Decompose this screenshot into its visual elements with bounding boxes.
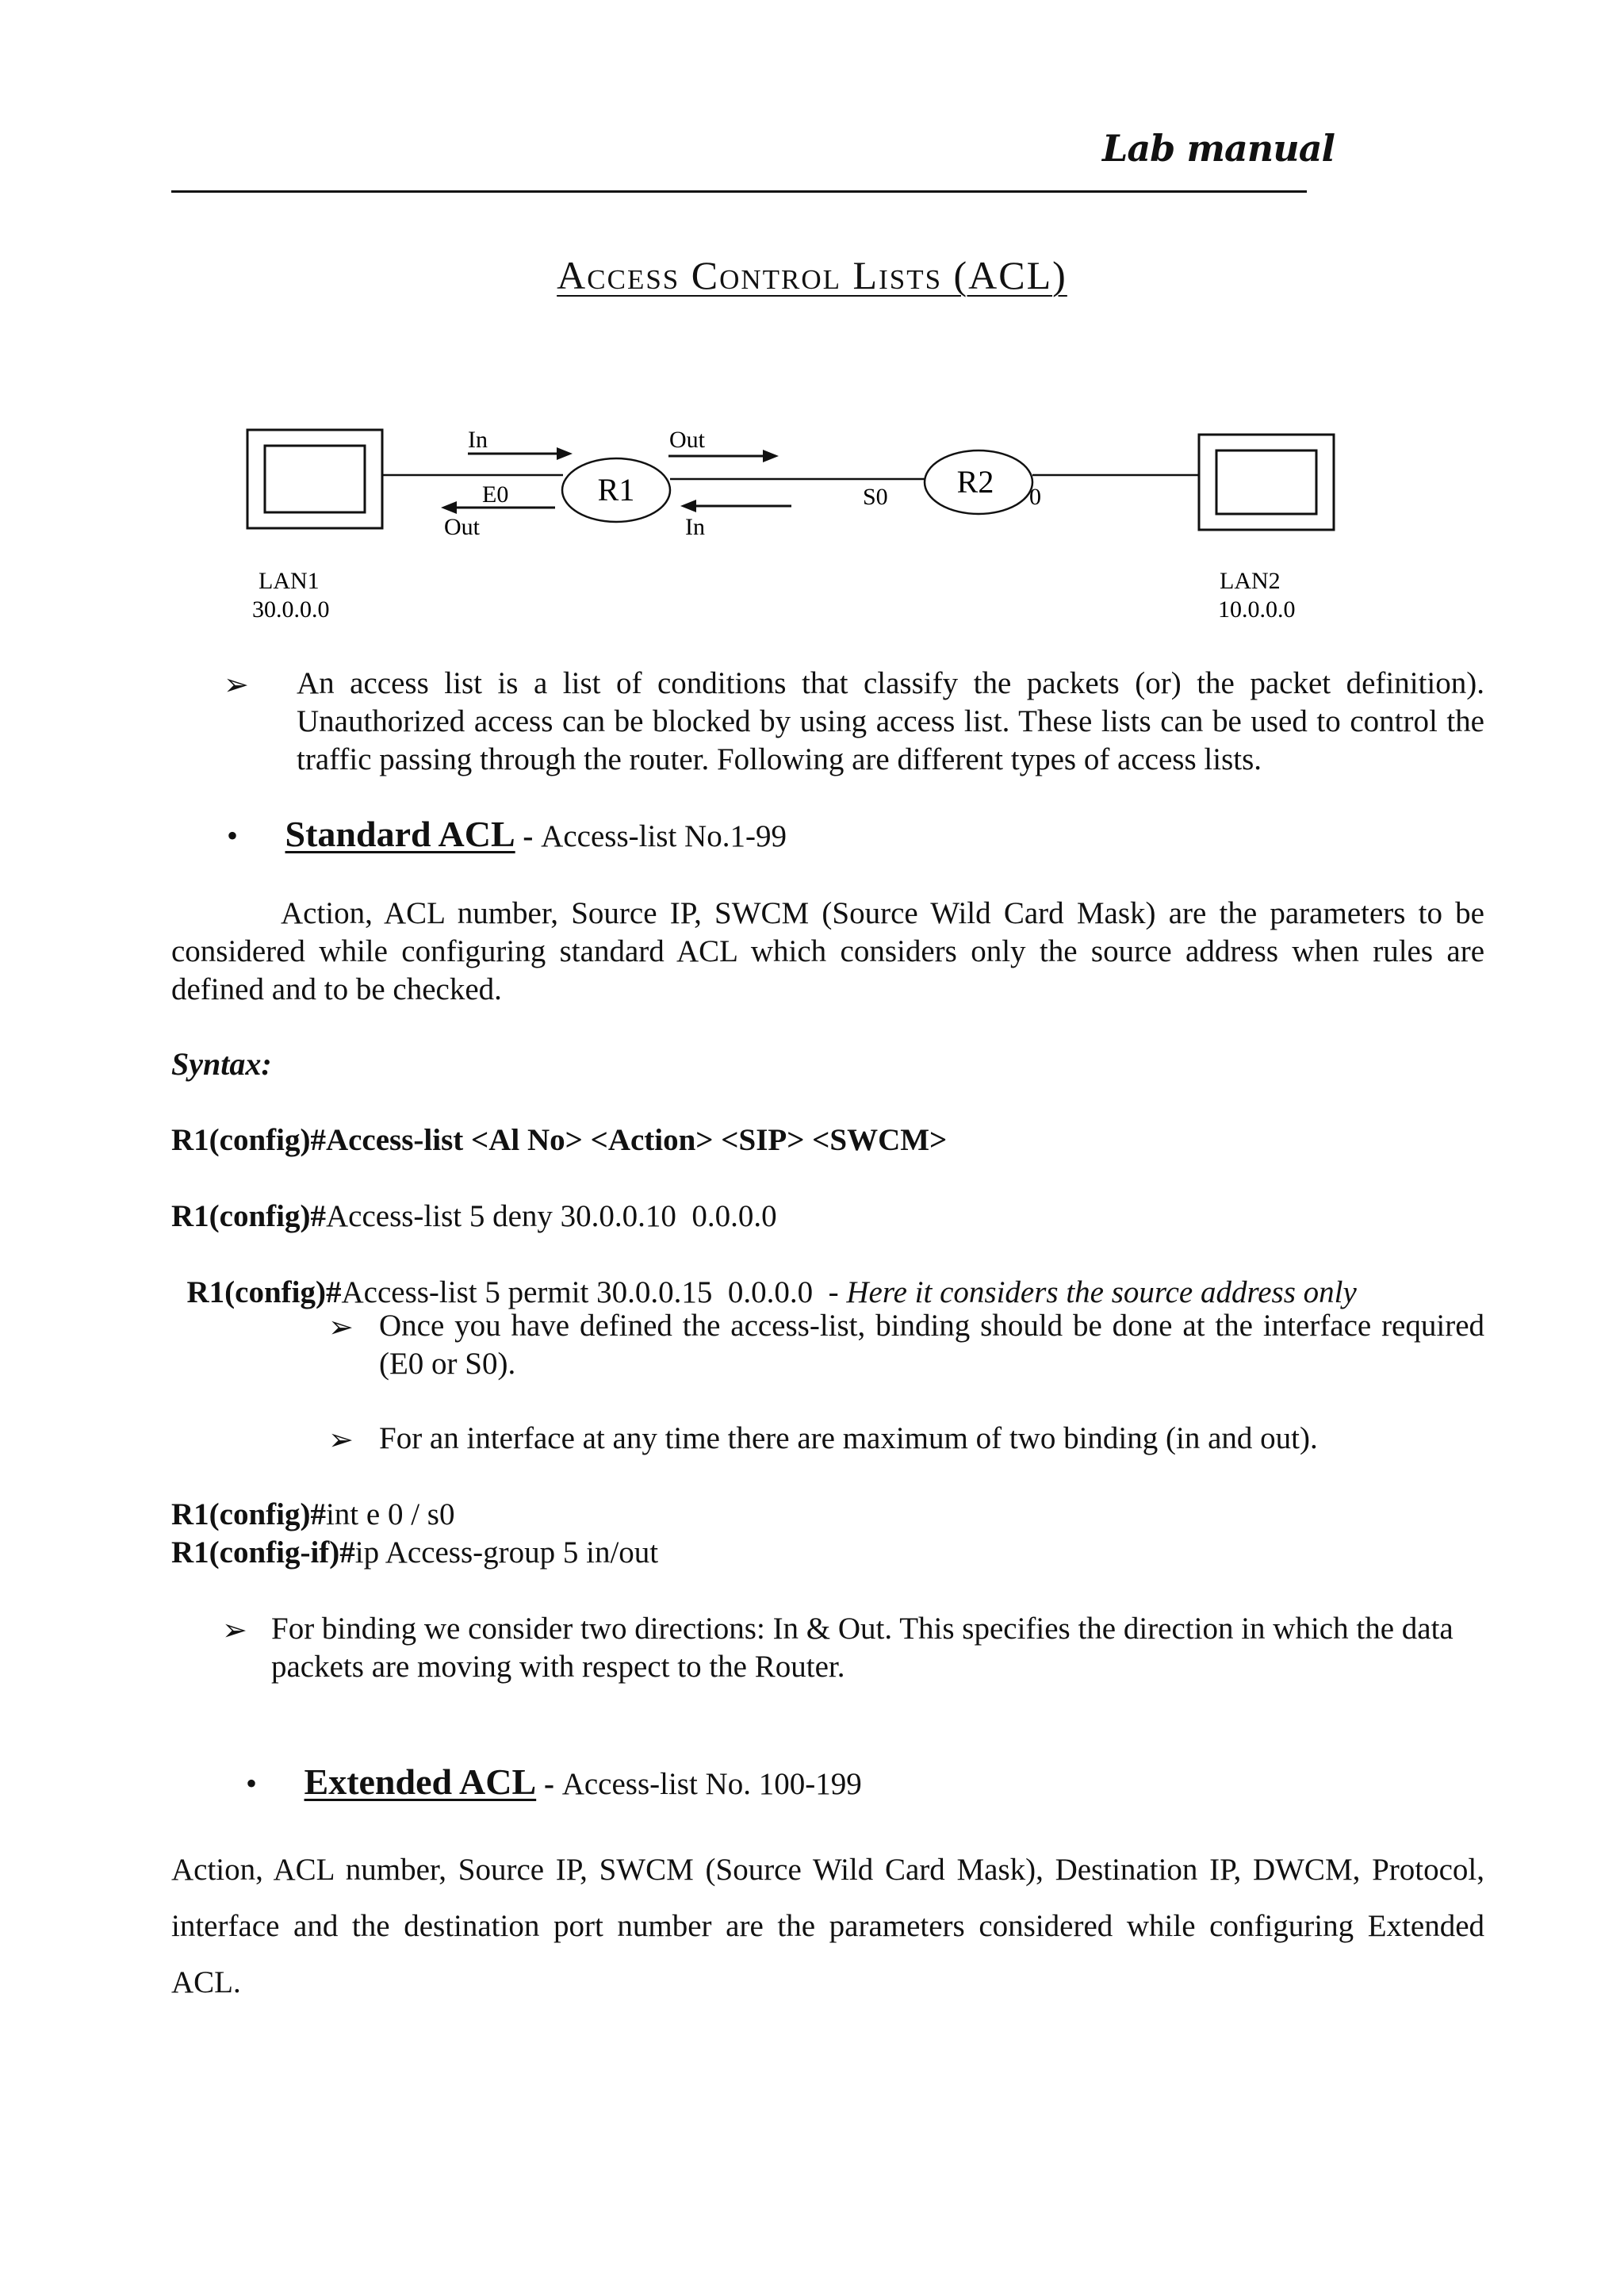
standard-acl-description-text: Action, ACL number, Source IP, SWCM (Source Wild Card Mask) are the parameters to be considered while configuring standard ACL which considers only the source address when rules are defined and to be checked. <box>171 896 1484 1006</box>
bullet-arrow-icon: ➢ <box>328 1311 354 1344</box>
lan2-ip: 10.0.0.0 <box>1218 596 1296 623</box>
arrow-in-right-head <box>557 447 573 460</box>
bind-2-prompt: R1(config-if)# <box>171 1535 355 1570</box>
intro-paragraph: An access list is a list of conditions that classify the packets (or) the packet definition). Unauthorized access can be blocked by using access list. These lists can be used to control the traffic passing through the router. Following are different types of access lists. <box>297 666 1484 776</box>
bind-line-1 <box>171 1496 454 1534</box>
extended-acl-description: Action, ACL number, Source IP, SWCM (Source Wild Card Mask), Destination IP, DWCM, Protocol, interface and the destination port number are the parameters considered while configuring Extended ACL. <box>171 1853 1484 1999</box>
example-1-prompt: R1(config)# <box>171 1199 326 1233</box>
label-e0: E0 <box>482 481 509 508</box>
lan2-computer-screen <box>1216 450 1316 514</box>
page-title: Access Control Lists (ACL) <box>557 253 1067 297</box>
example-2-note: Here it considers the source address only <box>846 1275 1357 1309</box>
standard-acl-heading <box>227 813 787 855</box>
bullet-arrow-icon: ➢ <box>328 1424 354 1457</box>
syntax-line: R1(config)#Access-list <Al No> <Action> <SIP> <SWCM> <box>171 1123 948 1157</box>
label-s0: S0 <box>863 484 888 510</box>
bind-2-command: ip Access-group 5 in/out <box>354 1535 659 1570</box>
label-out-bottom: Out <box>444 514 480 540</box>
bullet-dot-icon: • <box>227 818 239 853</box>
bullet-arrow-icon: ➢ <box>224 669 249 702</box>
lan2-name: LAN2 <box>1220 568 1281 594</box>
syntax-label: Syntax: <box>171 1046 272 1082</box>
lan1-computer-screen <box>265 446 365 512</box>
binding-bullet-1: Once you have defined the access-list, binding should be done at the interface required (E0 or S0). <box>379 1309 1484 1381</box>
example-2-prompt: R1(config)# <box>186 1275 342 1309</box>
extended-acl-range: Access-list No. 100-199 <box>561 1767 862 1801</box>
example-line-1 <box>171 1198 777 1236</box>
bind-1-prompt: R1(config)# <box>171 1497 326 1531</box>
label-r2-interface: 0 <box>1029 484 1041 510</box>
example-2-command: Access-list 5 permit 30.0.0.15 0.0.0.0 - <box>341 1275 847 1309</box>
example-line-2 <box>171 1236 1357 1312</box>
standard-acl-dash: - <box>515 819 542 853</box>
arrow-out-left-head <box>441 501 457 514</box>
direction-bullet: For binding we consider two directions: In & Out. This specifies the direction in which the data packets are moving with respect to the Router. <box>271 1612 1454 1684</box>
bind-line-2 <box>171 1534 658 1572</box>
label-r1: R1 <box>597 472 635 508</box>
lan1-name: LAN1 <box>259 568 320 594</box>
header-rule <box>171 190 1307 193</box>
extended-acl-title: Extended ACL <box>304 1761 537 1802</box>
binding-bullet-2: For an interface at any time there are maximum of two binding (in and out). <box>379 1421 1318 1455</box>
lan2-computer-outer <box>1199 435 1334 530</box>
network-diagram <box>0 412 1624 634</box>
extended-acl-dash: - <box>536 1767 562 1801</box>
lan1-ip: 30.0.0.0 <box>252 596 330 623</box>
arrow-out-right-head <box>763 450 779 462</box>
bind-1-command: int e 0 / s0 <box>325 1497 455 1531</box>
extended-acl-heading <box>246 1761 862 1803</box>
label-r2: R2 <box>956 464 994 500</box>
example-1-command: Access-list 5 deny 30.0.0.10 0.0.0.0 <box>325 1199 777 1233</box>
standard-acl-title: Standard ACL <box>285 814 515 854</box>
label-out-top: Out <box>669 427 705 453</box>
bullet-arrow-icon: ➢ <box>222 1614 247 1647</box>
arrow-in-left-head <box>680 500 696 512</box>
standard-acl-description <box>171 895 1484 1009</box>
label-in-top: In <box>468 427 488 453</box>
bullet-dot-icon: • <box>246 1765 258 1801</box>
standard-acl-range: Access-list No.1-99 <box>541 819 787 853</box>
label-in-bottom: In <box>685 514 705 540</box>
running-header: Lab manual <box>1102 127 1335 170</box>
